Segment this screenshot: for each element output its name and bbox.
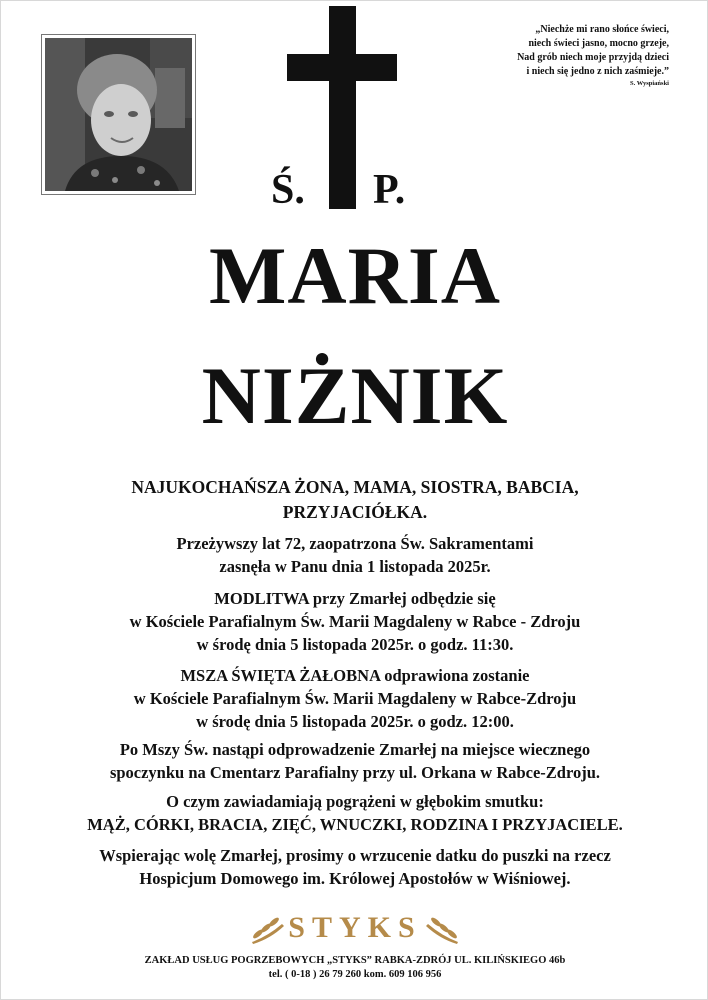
funeral-home-phone: tel. ( 0-18 ) 26 79 260 kom. 609 106 956 (268, 969, 442, 980)
text-line: MODLITWA przy Zmarłej odbędzie się (214, 589, 496, 608)
mass-info (31, 664, 679, 733)
death-info (31, 532, 679, 578)
prayer-info (31, 587, 679, 656)
text-line: w Kościele Parafialnym Św. Marii Magdaleny w Rabce - Zdroju (129, 612, 581, 631)
burial-info (31, 738, 679, 784)
text-line: O czym zawiadamiają pogrążeni w głębokim smutku: (166, 792, 544, 811)
quote-line: i niech się jedno z nich zaśmieje.” (526, 66, 669, 77)
text-line: w Kościele Parafialnym Św. Marii Magdaleny w Rabce-Zdroju (133, 689, 577, 708)
family-info (31, 790, 679, 836)
portrait-photo-frame (41, 34, 196, 195)
text-line: MĄŻ, CÓRKI, BRACIA, ZIĘĆ, WNUCZKI, RODZINA I PRZYJACIELE. (87, 815, 623, 834)
text-line: w środę dnia 5 listopada 2025r. o godz. 11:30. (196, 635, 514, 654)
relations-text (31, 475, 679, 525)
funeral-home-address: ZAKŁAD USŁUG POGRZEBOWYCH „STYKS” RABKA-ZDRÓJ UL. KILIŃSKIEGO 46b (144, 955, 566, 966)
initials-left: Ś. (271, 167, 305, 213)
text-line: Wspierając wolę Zmarłej, prosimy o wrzucenie datku do puszki na rzecz (99, 846, 611, 865)
quote-line: Nad grób niech moje przyjdą dzieci (517, 52, 669, 63)
text-line: PRZYJACIÓŁKA. (282, 502, 428, 522)
first-name: MARIA (209, 230, 501, 321)
initials-right: P. (373, 167, 406, 213)
text-line: Po Mszy Św. nastąpi odprowadzenie Zmarłej na miejsce wiecznego (119, 740, 591, 759)
text-line: NAJUKOCHAŃSZA ŻONA, MAMA, SIOSTRA, BABCIA, (131, 477, 579, 497)
portrait-photo (45, 38, 192, 191)
quote-line: niech świeci jasno, mocno grzeje, (528, 38, 669, 49)
text-line: Przeżywszy lat 72, zaopatrzona Św. Sakramentami (176, 534, 534, 553)
text-line: Hospicjum Domowego im. Królowej Apostołów w Wiśniowej. (139, 869, 571, 888)
text-line: w środę dnia 5 listopada 2025r. o godz. 12:00. (196, 712, 514, 731)
text-line: MSZA ŚWIĘTA ŻAŁOBNA odprawiona zostanie (180, 666, 530, 685)
text-line: zasnęła w Panu dnia 1 listopada 2025r. (219, 557, 491, 576)
portrait-image (45, 38, 192, 191)
text-line: spoczynku na Cmentarz Parafialny przy ul. Orkana w Rabce-Zdroju. (109, 763, 601, 782)
quote-author: S. Wyspiański (629, 80, 669, 87)
styks-logo (244, 908, 466, 950)
donation-info (31, 844, 679, 890)
last-name: NIŻNIK (201, 350, 509, 441)
logo-text: STYKS (288, 911, 422, 944)
poem-quote (469, 23, 669, 89)
quote-line: „Niechże mi rano słońce świeci, (535, 24, 669, 35)
